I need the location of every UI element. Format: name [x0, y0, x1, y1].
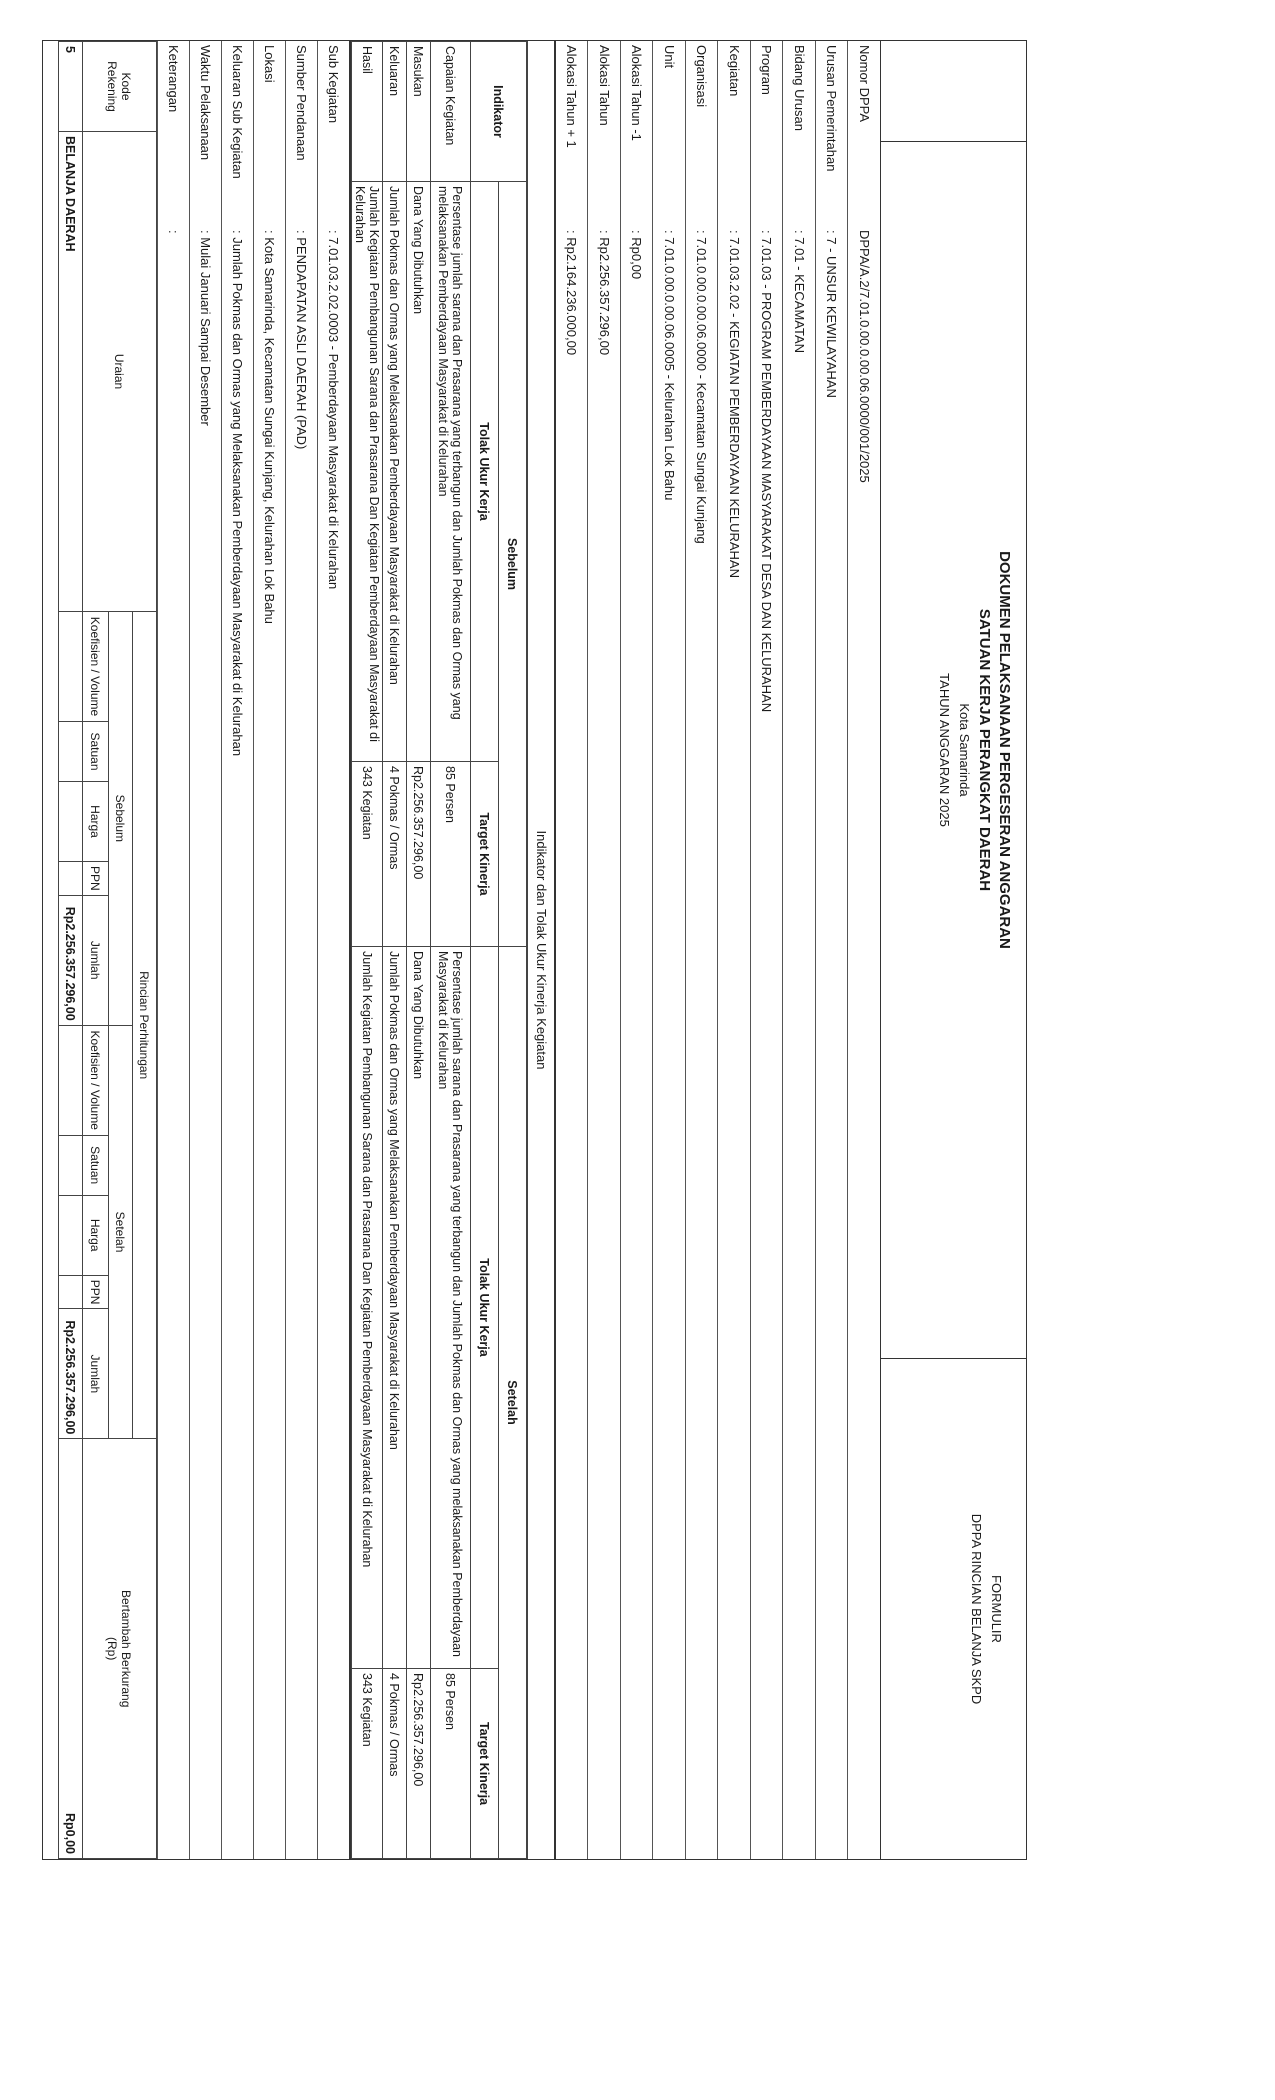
sub-row	[189, 41, 221, 1859]
target-before-cell: 85 Persen	[431, 762, 471, 947]
info-row	[750, 41, 783, 1859]
info-value: DPPA/A.2/7.01.0.00.0.00.06.0000/001/2025	[856, 230, 872, 483]
header-title-block	[881, 142, 1026, 1358]
info-label: Organisasi	[694, 45, 710, 108]
info-row	[653, 41, 686, 1859]
indikator-title: Indikator dan Tolak Ukur Kinerja Kegiatan	[527, 41, 554, 1859]
sub-label: Keterangan	[166, 45, 181, 113]
document-frame	[42, 40, 1027, 1860]
sub-kegiatan-section	[157, 41, 351, 1859]
info-row	[718, 41, 751, 1859]
indikator-cell: Capaian Kegiatan	[431, 42, 471, 182]
col-jumlah-before: Jumlah	[83, 895, 109, 1025]
indikator-cell: Hasil	[352, 42, 383, 182]
table-row	[352, 42, 383, 1859]
sub-value: : 7.01.03.2.02.0003 - Pemberdayaan Masyarakat di Kelurahan	[326, 230, 341, 590]
info-value: : 7.01 - KECAMATAN	[791, 230, 807, 354]
sub-row	[253, 41, 285, 1859]
info-value: : Rp0,00	[629, 230, 645, 280]
tuk-after-cell: Dana Yang Dibutuhkan	[407, 947, 431, 1669]
sub-label: Sub Kegiatan	[326, 45, 341, 124]
sub-value: : Kota Samarinda, Kecamatan Sungai Kunjang, Kelurahan Lok Bahu	[262, 230, 277, 624]
sub-row	[285, 41, 317, 1859]
col-koefisien-before: Koefisien / Volume	[83, 612, 109, 722]
sub-label: Sumber Pendanaan	[294, 45, 309, 161]
info-row	[815, 41, 848, 1859]
sub-label: Lokasi	[262, 45, 277, 83]
col-rincian-setelah: Setelah	[109, 1025, 133, 1439]
col-ppn-after: PPN	[83, 1275, 109, 1309]
col-target-before: Target Kinerja	[471, 762, 499, 947]
col-tuk-after: Tolak Ukur Kerja	[471, 947, 499, 1669]
info-value: : 7 - UNSUR KEWILAYAHAN	[824, 230, 840, 398]
col-harga-before: Harga	[83, 782, 109, 862]
col-kode-rekening: Kode Rekening	[83, 42, 157, 132]
target-before-cell: 343 Kegiatan	[352, 762, 383, 947]
document-subtitle: SATUAN KERJA PERANGKAT DAERAH	[976, 608, 993, 892]
target-before-cell: Rp2.256.357.296,00	[407, 762, 431, 947]
form-label: FORMULIR	[989, 1575, 1004, 1643]
sub-value: :	[166, 230, 181, 234]
selisih-cell: Rp0,00	[59, 1439, 83, 1859]
indikator-table	[351, 41, 527, 1859]
sub-row	[221, 41, 253, 1859]
info-value: : Rp2.164.236.000,00	[564, 230, 580, 356]
info-label: Unit	[661, 45, 677, 69]
col-rincian-perhitungan: Rincian Perhitungan	[133, 612, 157, 1439]
header-left-cell	[881, 41, 1026, 142]
col-sebelum: Sebelum	[499, 182, 527, 947]
info-label: Program	[759, 45, 775, 95]
info-value: : 7.01.03 - PROGRAM PEMBERDAYAAN MASYARAKAT DESA DAN KELURAHAN	[759, 230, 775, 713]
col-target-after: Target Kinerja	[471, 1669, 499, 1859]
sub-value: : Jumlah Pokmas dan Ormas yang Melaksanakan Pemberdayaan Masyarakat di Kelurahan	[230, 230, 245, 757]
form-label-block	[881, 1358, 1026, 1859]
uraian-cell: BELANJA DAERAH	[59, 132, 83, 612]
tuk-after-cell: Jumlah Pokmas dan Ormas yang Melaksanakan Pemberdayaan Masyarakat di Kelurahan	[383, 947, 407, 1669]
table-row	[59, 42, 83, 1859]
info-value: : 7.01.03.2.02 - KEGIATAN PEMBERDAYAAN KELURAHAN	[726, 230, 742, 578]
sub-value: : PENDAPATAN ASLI DAERAH (PAD)	[294, 230, 309, 450]
info-label: Alokasi Tahun	[596, 45, 612, 126]
info-label: Alokasi Tahun -1	[629, 45, 645, 141]
tuk-before-cell: Persentase jumlah sarana dan Prasarana yang terbangun dan Jumlah Pokmas dan Ormas yang melaksanakan Pemberdayaan Masyarakat di Kelurahan	[431, 182, 471, 762]
jumlah-before-cell: Rp2.256.357.296,00	[59, 895, 83, 1025]
tuk-before-cell: Dana Yang Dibutuhkan	[407, 182, 431, 762]
table-row	[407, 42, 431, 1859]
jumlah-after-cell: Rp2.256.357.296,00	[59, 1309, 83, 1439]
info-value: : 7.01.0.00.0.00.06.0005 - Kelurahan Lok Bahu	[661, 230, 677, 501]
tuk-after-cell: Persentase jumlah sarana dan Prasarana yang terbangun dan Jumlah Pokmas dan Ormas yang melaksanakan Pemberdayaan Masyarakat di Kelurahan	[431, 947, 471, 1669]
col-tuk-before: Tolak Ukur Kerja	[471, 182, 499, 762]
target-after-cell: 4 Pokmas / Ormas	[383, 1669, 407, 1859]
document-header	[880, 41, 1026, 1859]
info-row	[783, 41, 816, 1859]
col-harga-after: Harga	[83, 1195, 109, 1275]
info-label: Nomor DPPA	[856, 45, 872, 123]
budget-year: TAHUN ANGGARAN 2025	[937, 673, 952, 827]
tuk-after-cell: Jumlah Kegiatan Pembangunan Sarana dan Prasarana Dan Kegiatan Pemberdayaan Masyarakat di Kelurahan	[352, 947, 383, 1669]
info-row	[588, 41, 621, 1859]
col-jumlah-after: Jumlah	[83, 1309, 109, 1439]
sub-row	[317, 41, 349, 1859]
info-label: Kegiatan	[726, 45, 742, 97]
table-row	[431, 42, 471, 1859]
col-satuan-after: Satuan	[83, 1135, 109, 1195]
sub-value: : Mulai Januari Sampai Desember	[198, 230, 213, 426]
indikator-cell: Masukan	[407, 42, 431, 182]
col-ppn-before: PPN	[83, 862, 109, 896]
info-section	[554, 41, 880, 1859]
sub-label: Keluaran Sub Kegiatan	[230, 45, 245, 179]
info-row	[685, 41, 718, 1859]
info-row	[620, 41, 653, 1859]
tuk-before-cell: Jumlah Kegiatan Pembangunan Sarana dan Prasarana Dan Kegiatan Pemberdayaan Masyarakat di Kelurahan	[352, 182, 383, 762]
kode-cell: 5	[59, 42, 83, 132]
indikator-cell: Keluaran	[383, 42, 407, 182]
col-uraian: Uraian	[83, 132, 157, 612]
info-value: : 7.01.0.00.0.00.06.0000 - Kecamatan Sungai Kunjang	[694, 230, 710, 544]
col-indikator: Indikator	[471, 42, 527, 182]
target-before-cell: 4 Pokmas / Ormas	[383, 762, 407, 947]
tuk-before-cell: Jumlah Pokmas dan Ormas yang Melaksanakan Pemberdayaan Masyarakat di Kelurahan	[383, 182, 407, 762]
form-name: DPPA RINCIAN BELANJA SKPD	[969, 1513, 984, 1705]
table-row	[383, 42, 407, 1859]
city-name: Kota Samarinda	[957, 703, 972, 797]
info-label: Alokasi Tahun + 1	[564, 45, 580, 148]
col-rincian-sebelum: Sebelum	[109, 612, 133, 1026]
info-label: Urusan Pemerintahan	[824, 45, 840, 172]
col-koefisien-after: Koefisien / Volume	[83, 1025, 109, 1135]
target-after-cell: 343 Kegiatan	[352, 1669, 383, 1859]
document-title: DOKUMEN PELAKSANAAN PERGESERAN ANGGARAN	[996, 551, 1013, 949]
rincian-table	[58, 41, 157, 1859]
target-after-cell: 85 Persen	[431, 1669, 471, 1859]
col-setelah: Setelah	[499, 947, 527, 1859]
info-value: : Rp2.256.357.296,00	[596, 230, 612, 356]
info-row	[848, 41, 881, 1859]
info-row	[554, 41, 588, 1859]
info-label: Bidang Urusan	[791, 45, 807, 131]
sub-row	[157, 41, 189, 1859]
col-satuan-before: Satuan	[83, 722, 109, 782]
target-after-cell: Rp2.256.357.296,00	[407, 1669, 431, 1859]
sub-label: Waktu Pelaksanaan	[198, 45, 213, 161]
col-bertambah-berkurang: Bertambah Berkurang (Rp)	[83, 1439, 157, 1859]
